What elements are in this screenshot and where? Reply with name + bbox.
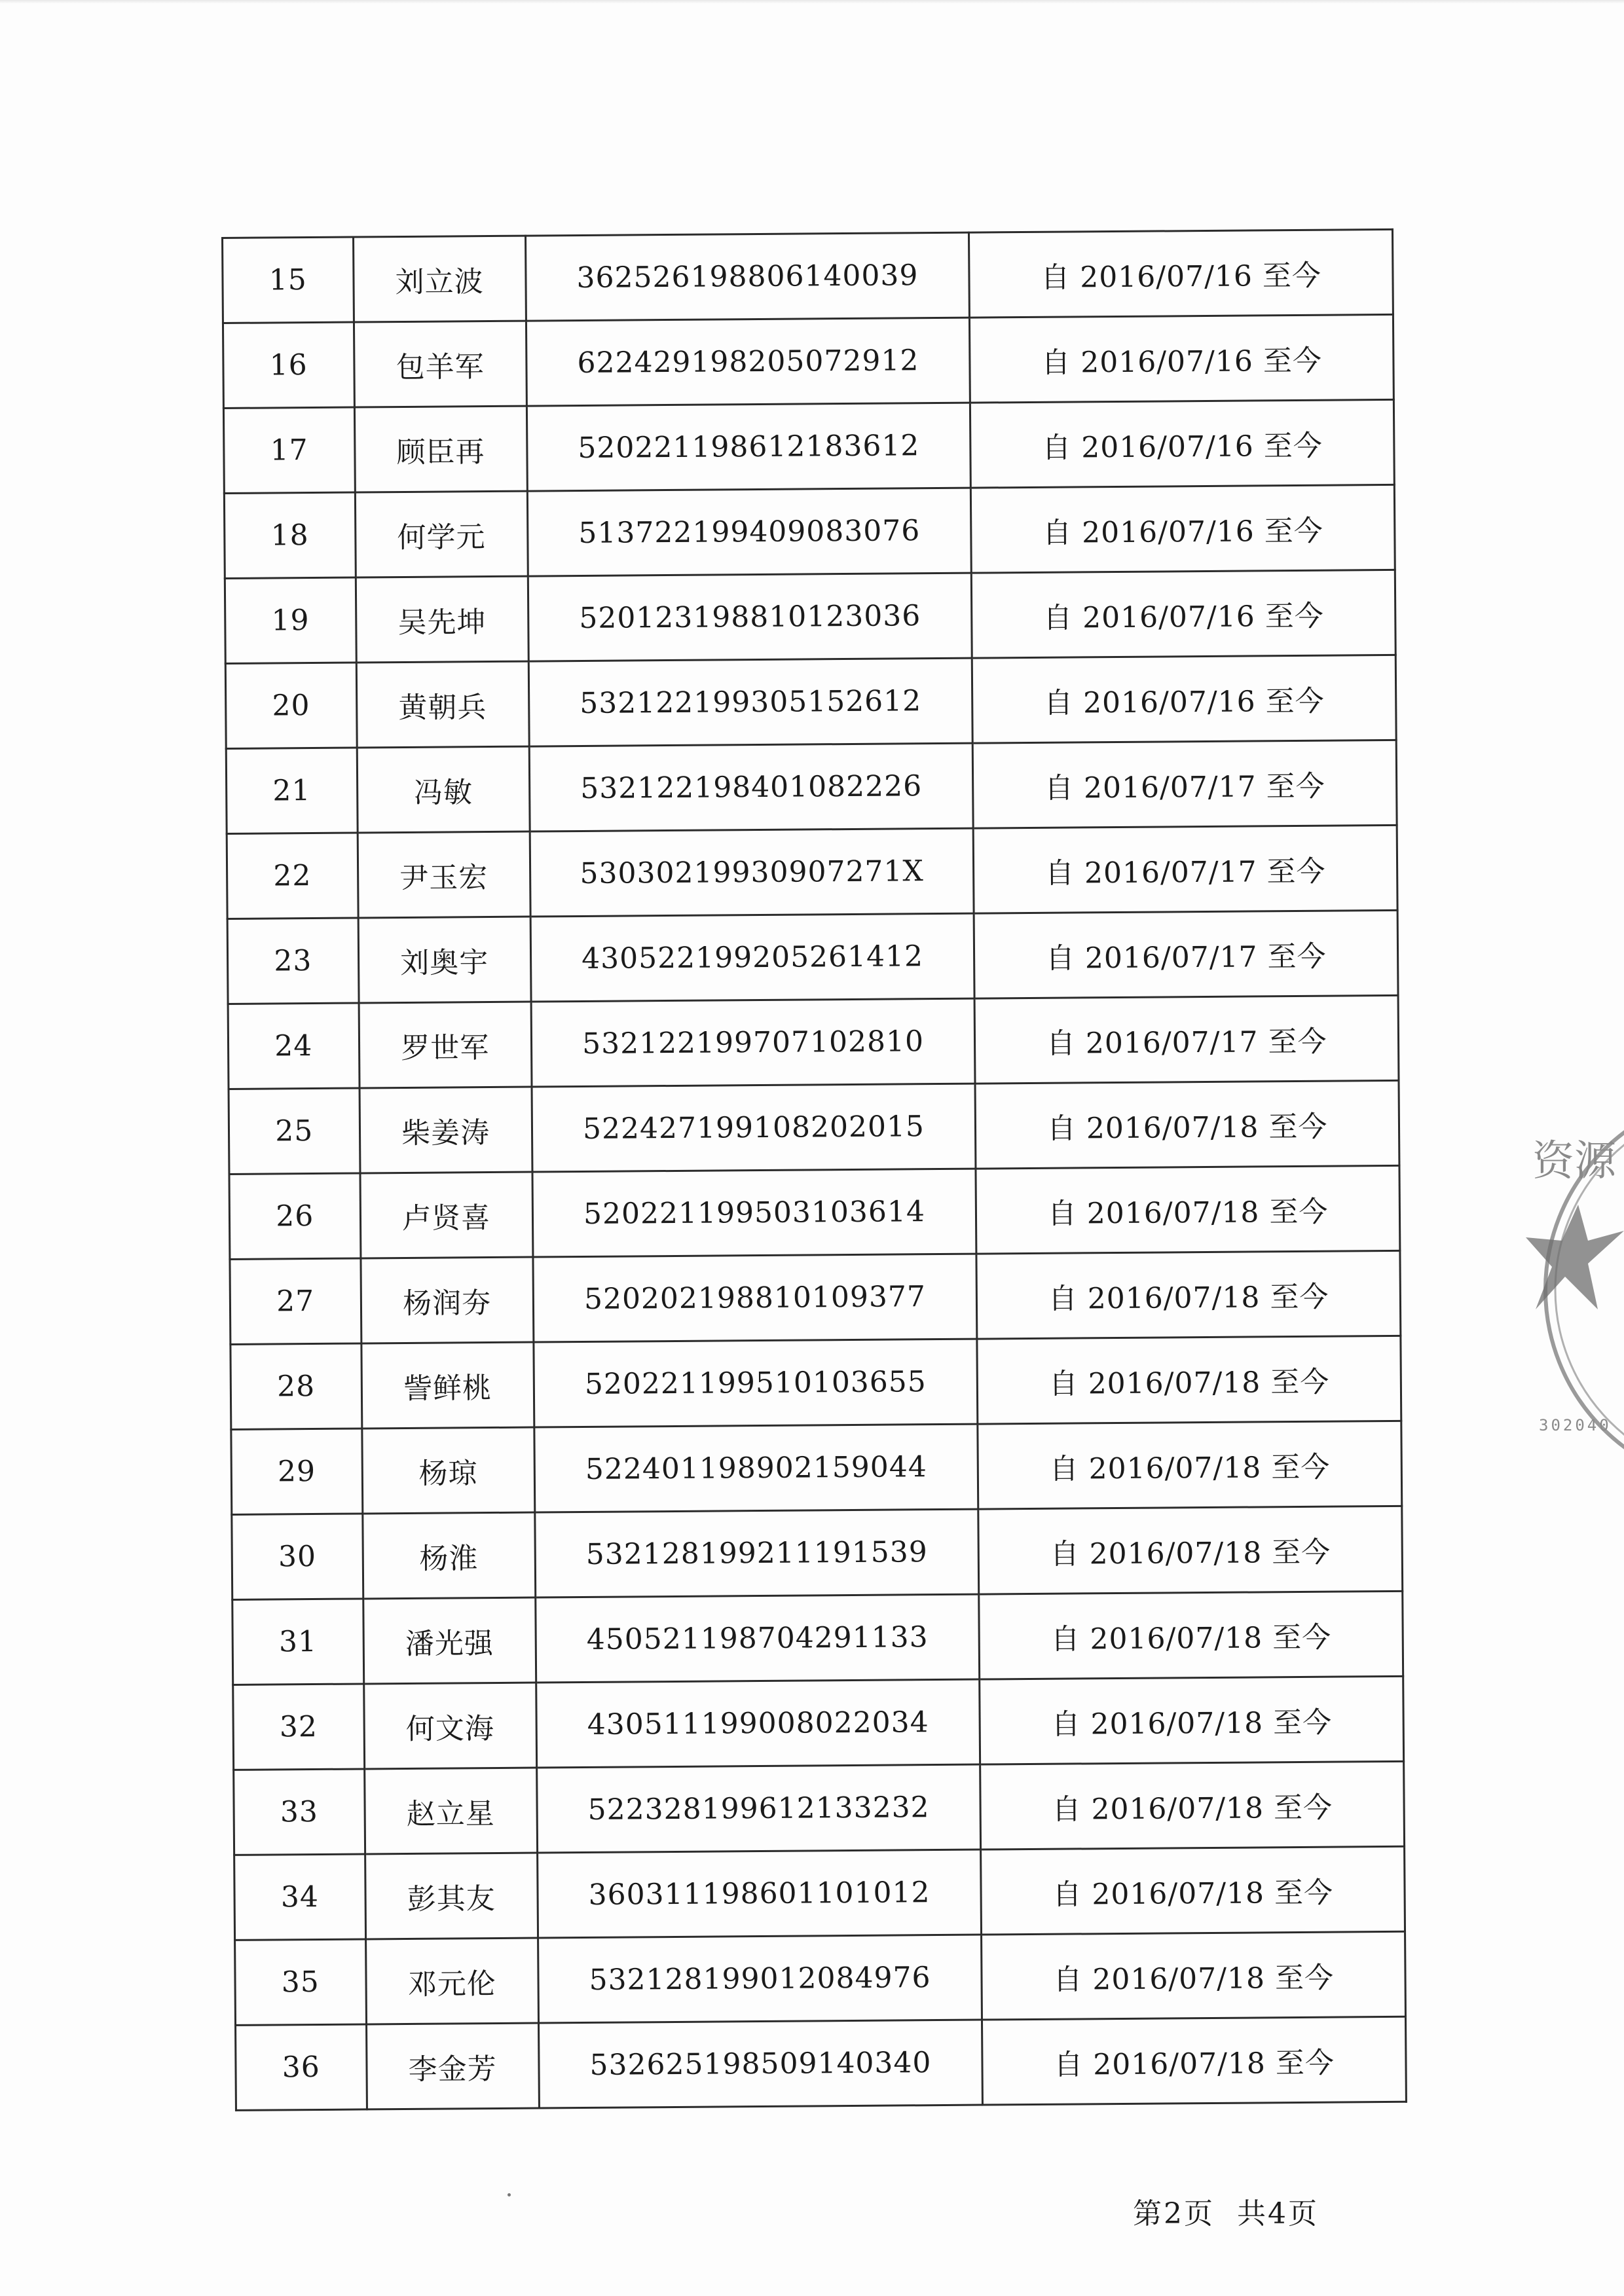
employment-period: 自 2016/07/16 至今	[970, 314, 1394, 403]
table-row	[231, 1336, 1401, 1429]
employment-period: 自 2016/07/18 至今	[981, 1846, 1405, 1935]
employment-period: 自 2016/07/16 至今	[970, 399, 1395, 488]
id-number: 520221199510103655	[534, 1339, 978, 1427]
employment-period: 自 2016/07/16 至今	[971, 484, 1395, 573]
table-row	[229, 1080, 1399, 1174]
employment-period: 自 2016/07/18 至今	[980, 1761, 1405, 1850]
table-row	[229, 1165, 1400, 1259]
table-row	[233, 1676, 1404, 1770]
table-row	[225, 570, 1395, 663]
id-number: 53030219930907271X	[530, 828, 974, 917]
row-number: 35	[235, 1939, 366, 2025]
row-number: 28	[231, 1343, 361, 1429]
employment-period: 自 2016/07/18 至今	[982, 1931, 1406, 2020]
id-number: 360311198601101012	[537, 1850, 981, 1938]
employment-period: 自 2016/07/18 至今	[978, 1506, 1403, 1594]
table-row	[230, 1250, 1401, 1344]
table-row	[235, 1931, 1406, 2025]
row-number: 16	[223, 322, 354, 408]
table-row	[223, 314, 1393, 408]
row-number: 25	[229, 1088, 360, 1174]
seal-graphic	[1526, 1113, 1624, 1467]
id-number: 622429198205072912	[526, 318, 970, 406]
id-number: 532122199305152612	[528, 658, 972, 746]
row-number: 17	[223, 407, 354, 493]
row-number: 32	[233, 1684, 364, 1770]
seal-code: 302040	[1539, 1416, 1612, 1434]
employment-period: 自 2016/07/16 至今	[972, 655, 1397, 743]
id-number: 532625198509140340	[538, 2020, 982, 2108]
person-name: 罗世军	[359, 1002, 532, 1088]
employment-period: 自 2016/07/17 至今	[974, 910, 1398, 998]
person-name: 冯敏	[357, 746, 530, 833]
employment-period: 自 2016/07/18 至今	[976, 1165, 1400, 1254]
employment-period: 自 2016/07/18 至今	[977, 1336, 1401, 1424]
table-row	[228, 995, 1399, 1089]
id-number: 522401198902159044	[534, 1424, 978, 1512]
person-name: 刘立波	[353, 236, 526, 322]
employment-period: 自 2016/07/18 至今	[976, 1250, 1401, 1339]
table-row	[234, 1761, 1405, 1855]
seal-star-icon	[1526, 1205, 1624, 1309]
employment-period: 自 2016/07/18 至今	[975, 1080, 1399, 1169]
page-number: 第2页 共4页	[1133, 2197, 1319, 2231]
row-number: 29	[231, 1429, 362, 1514]
table-row	[224, 484, 1395, 578]
employment-period: 自 2016/07/17 至今	[973, 825, 1397, 913]
table-row	[231, 1421, 1402, 1514]
row-number: 27	[230, 1258, 361, 1344]
row-number: 30	[232, 1514, 363, 1599]
employment-period: 自 2016/07/18 至今	[982, 2016, 1407, 2105]
partial-seal-stamp	[1526, 1113, 1624, 1467]
roster-table	[221, 228, 1407, 2111]
id-number: 532128199211191539	[535, 1509, 979, 1597]
id-number: 430522199205261412	[530, 913, 974, 1002]
seal-text: 资源	[1532, 1137, 1616, 1186]
person-name: 杨淮	[362, 1512, 535, 1599]
row-number: 20	[225, 663, 356, 748]
id-number: 532122199707102810	[531, 998, 975, 1087]
person-name: 彭其友	[365, 1853, 538, 1939]
row-number: 24	[228, 1003, 359, 1089]
table-row	[223, 399, 1394, 493]
person-name: 赵立星	[364, 1768, 537, 1854]
id-number: 532128199012084976	[538, 1935, 982, 2023]
table-row	[234, 1846, 1405, 1940]
table-row	[232, 1506, 1403, 1599]
person-name: 柴姜涛	[360, 1087, 532, 1173]
employment-period: 自 2016/07/18 至今	[978, 1421, 1402, 1509]
person-name: 黄朝兵	[356, 661, 529, 748]
employment-period: 自 2016/07/16 至今	[969, 229, 1393, 318]
id-number: 522427199108202015	[532, 1084, 976, 1172]
row-number: 15	[223, 237, 354, 323]
id-number: 513722199409083076	[527, 488, 971, 576]
row-number: 33	[234, 1769, 365, 1855]
row-number: 23	[227, 918, 358, 1004]
person-name: 杨琼	[361, 1427, 534, 1514]
id-number: 430511199008022034	[536, 1679, 980, 1768]
row-number: 34	[234, 1854, 365, 1940]
person-name: 何学元	[355, 491, 528, 577]
person-name: 杨润夯	[360, 1257, 533, 1343]
person-name: 潘光强	[363, 1597, 536, 1684]
id-number: 450521198704291133	[536, 1594, 980, 1683]
id-number: 520123198810123036	[528, 573, 972, 661]
table-row	[223, 229, 1393, 323]
table-row	[226, 740, 1397, 833]
person-name: 邓元伦	[365, 1938, 538, 2024]
person-name: 顾臣再	[354, 406, 527, 492]
row-number: 36	[236, 2024, 367, 2110]
row-number: 31	[232, 1599, 363, 1685]
id-number: 520221198612183612	[526, 403, 970, 491]
employment-period: 自 2016/07/17 至今	[972, 740, 1397, 828]
id-number: 522328199612133232	[536, 1764, 980, 1853]
table-row	[227, 910, 1398, 1004]
person-name: 刘奥宇	[358, 917, 531, 1003]
person-name: 訾鲜桃	[361, 1342, 534, 1429]
person-name: 包羊军	[354, 321, 526, 407]
row-number: 19	[225, 577, 356, 663]
person-name: 李金芳	[366, 2023, 539, 2109]
id-number: 532122198401082226	[529, 743, 973, 831]
employment-period: 自 2016/07/18 至今	[979, 1591, 1403, 1679]
employment-period: 自 2016/07/17 至今	[974, 995, 1399, 1084]
id-number: 520202198810109377	[533, 1254, 977, 1342]
table-row	[227, 825, 1397, 919]
id-number: 520221199503103614	[532, 1169, 976, 1257]
row-number: 18	[224, 492, 355, 578]
person-name: 尹玉宏	[358, 831, 530, 918]
employment-period: 自 2016/07/18 至今	[980, 1676, 1404, 1764]
scan-speck	[507, 2193, 511, 2196]
person-name: 卢贤喜	[360, 1172, 533, 1258]
employment-period: 自 2016/07/16 至今	[972, 570, 1396, 658]
row-number: 22	[227, 833, 358, 919]
id-number: 362526198806140039	[525, 232, 969, 321]
table-row	[225, 655, 1396, 748]
row-number: 26	[229, 1173, 360, 1259]
table-row	[232, 1591, 1403, 1685]
row-number: 21	[226, 748, 357, 833]
person-name: 吴先坤	[356, 576, 528, 663]
scan-top-edge	[0, 0, 1624, 4]
roster-table-body	[223, 229, 1407, 2110]
person-name: 何文海	[363, 1683, 536, 1769]
table-row	[236, 2016, 1407, 2110]
